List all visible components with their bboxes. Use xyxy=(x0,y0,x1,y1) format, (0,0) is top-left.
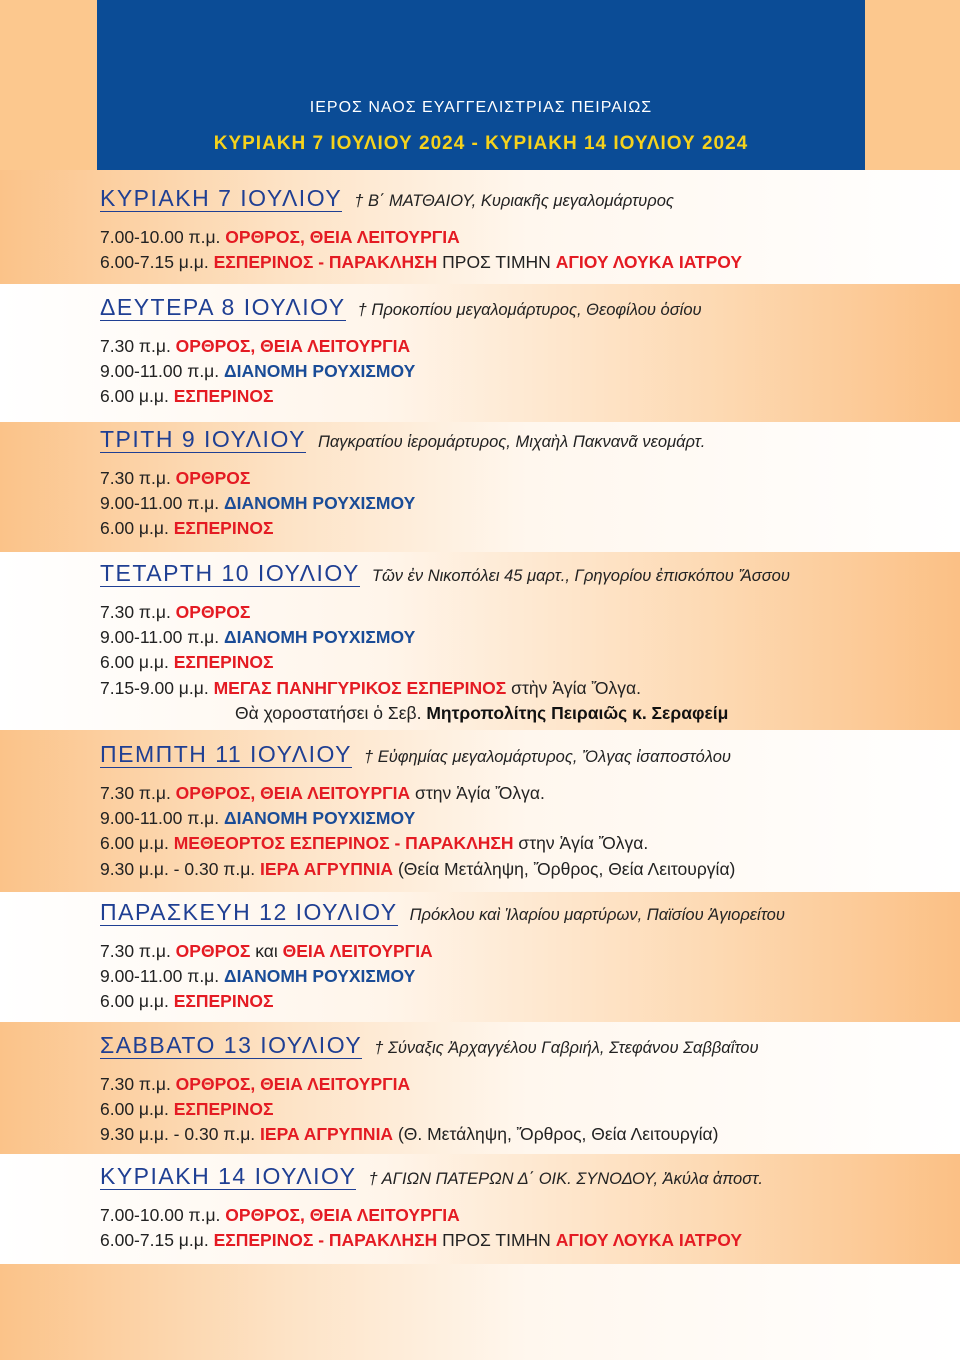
saint-of-day: Παγκρατίου ἱερομάρτυρος, Μιχαὴλ Πακνανᾶ νεομάρτ. xyxy=(317,433,706,451)
service-name: ΕΣΠΕΡΙΝΟΣ xyxy=(173,991,274,1012)
service-line xyxy=(100,334,702,359)
service-name: ΟΡΘΡΟΣ xyxy=(175,941,251,961)
service-name: ΟΡΘΡΟΣ, ΘΕΙΑ ΛΕΙΤΟΥΡΓΙΑ xyxy=(175,1074,411,1094)
service-name: ΕΣΠΕΡΙΝΟΣ xyxy=(173,1099,274,1120)
service-line xyxy=(100,939,785,964)
service-event: ΔΙΑΝΟΜΗ ΡΟΥΧΙΣΜΟΥ xyxy=(224,493,416,514)
service-line xyxy=(100,831,735,856)
service-text: 7.00-10.00 π.μ. xyxy=(100,1205,226,1225)
service-text: 7.30 π.μ. xyxy=(100,468,176,488)
service-line xyxy=(100,625,790,650)
service-text: 9.00-11.00 π.μ. xyxy=(100,966,224,987)
service-name: ΕΣΠΕΡΙΝΟΣ xyxy=(173,518,274,539)
service-text: 6.00 μ.μ. xyxy=(100,1099,174,1120)
day-header xyxy=(100,741,735,773)
service-list xyxy=(100,781,735,882)
saint-of-day: † Β΄ ΜΑΤΘΑΙΟΥ, Κυριακῆς μεγαλομάρτυρος xyxy=(354,192,674,210)
day-header xyxy=(100,899,785,931)
day-section xyxy=(100,741,735,882)
service-name: ΟΡΘΡΟΣ, ΘΕΙΑ ΛΕΙΤΟΥΡΓΙΑ xyxy=(225,227,460,247)
service-text: 6.00 μ.μ. xyxy=(100,833,174,854)
service-text: Θὰ χοροστατήσει ὁ Σεβ. xyxy=(235,702,427,723)
service-line xyxy=(100,701,790,726)
service-line xyxy=(100,1203,763,1228)
day-title: ΤΡΙΤΗ 9 ΙΟΥΛΙΟΥ xyxy=(100,426,306,452)
service-text: 7.30 π.μ. xyxy=(100,336,176,356)
service-list xyxy=(100,1203,763,1253)
service-line xyxy=(100,359,702,384)
service-name: ΕΣΠΕΡΙΝΟΣ - ΠΑΡΑΚΛΗΣΗ xyxy=(213,252,438,273)
service-name: ΑΓΙΟΥ ΛΟΥΚΑ ΙΑΤΡΟΥ xyxy=(555,252,743,273)
service-list xyxy=(100,600,790,726)
service-text: 9.00-11.00 π.μ. xyxy=(100,808,224,829)
day-header xyxy=(100,185,742,217)
saint-of-day: Πρόκλου καὶ Ἱλαρίου μαρτύρων, Παϊσίου Ἁγιορείτου xyxy=(409,906,785,924)
day-section xyxy=(100,294,702,410)
day-section xyxy=(100,185,742,275)
service-line xyxy=(100,806,735,831)
service-text: 7.15-9.00 μ.μ. xyxy=(100,677,214,698)
church-name: ΙΕΡΟΣ ΝΑΟΣ ΕΥΑΓΓΕΛΙΣΤΡΙΑΣ ΠΕΙΡΑΙΩΣ xyxy=(309,99,653,116)
day-header xyxy=(100,294,702,326)
service-line xyxy=(100,1228,763,1253)
day-title: ΤΕΤΑΡΤΗ 10 ΙΟΥΛΙΟΥ xyxy=(100,560,360,586)
service-name: ΟΡΘΡΟΣ, ΘΕΙΑ ΛΕΙΤΟΥΡΓΙΑ xyxy=(225,1205,460,1225)
saint-of-day: † ΑΓΙΩΝ ΠΑΤΕΡΩΝ Δ΄ ΟΙΚ. ΣΥΝΟΔΟΥ, Ἀκύλα ἀποστ. xyxy=(368,1170,763,1188)
day-title: ΚΥΡΙΑΚΗ 14 ΙΟΥΛΙΟΥ xyxy=(100,1163,357,1189)
service-line xyxy=(100,1097,759,1122)
service-text: 6.00 μ.μ. xyxy=(100,991,174,1012)
day-section xyxy=(100,899,785,1015)
service-line xyxy=(100,225,742,250)
service-event: ΔΙΑΝΟΜΗ ΡΟΥΧΙΣΜΟΥ xyxy=(224,627,416,648)
service-line xyxy=(100,650,790,675)
header-banner xyxy=(97,0,865,170)
service-text: 6.00-7.15 μ.μ. xyxy=(100,252,214,273)
service-text: και xyxy=(250,941,283,961)
service-event: ΔΙΑΝΟΜΗ ΡΟΥΧΙΣΜΟΥ xyxy=(224,361,416,382)
service-text: 7.30 π.μ. xyxy=(100,941,176,961)
service-text: 9.00-11.00 π.μ. xyxy=(100,493,224,514)
service-text: 9.30 μ.μ. - 0.30 π.μ. xyxy=(100,1124,261,1145)
service-text: 6.00 μ.μ. xyxy=(100,518,174,539)
day-header xyxy=(100,426,705,458)
service-text: 7.30 π.μ. xyxy=(100,1074,176,1094)
day-section xyxy=(100,1163,763,1253)
service-name: ΘΕΙΑ ΛΕΙΤΟΥΡΓΙΑ xyxy=(282,941,433,961)
day-header xyxy=(100,1032,759,1064)
service-line xyxy=(100,857,735,882)
day-section xyxy=(100,560,790,726)
service-name: ΟΡΘΡΟΣ, ΘΕΙΑ ΛΕΙΤΟΥΡΓΙΑ xyxy=(175,336,411,356)
service-line xyxy=(100,1072,759,1097)
day-title: ΠΕΜΠΤΗ 11 ΙΟΥΛΙΟΥ xyxy=(100,741,352,767)
service-line xyxy=(100,1122,759,1147)
service-list xyxy=(100,466,705,542)
service-text: (Θ. Μετάληψη, Ὄρθρος, Θεία Λειτουργία) xyxy=(393,1124,719,1145)
officiant-name: Μητροπολίτης Πειραιῶς κ. Σεραφείμ xyxy=(426,702,729,723)
service-line xyxy=(100,964,785,989)
service-text: στην Ἁγία Ὄλγα. xyxy=(513,833,649,854)
day-section xyxy=(100,1032,759,1148)
service-name: ΕΣΠΕΡΙΝΟΣ xyxy=(173,386,274,407)
service-line xyxy=(100,250,742,275)
service-text: 9.30 μ.μ. - 0.30 π.μ. xyxy=(100,858,261,879)
service-text: ΠΡΟΣ ΤΙΜΗΝ xyxy=(437,1230,556,1251)
date-range: ΚΥΡΙΑΚΗ 7 ΙΟΥΛΙΟΥ 2024 - ΚΥΡΙΑΚΗ 14 ΙΟΥΛΙΟΥ 2024 xyxy=(213,133,749,154)
saint-of-day: † Σύναξις Ἀρχαγγέλου Γαβριήλ, Στεφάνου Σαββαΐτου xyxy=(374,1039,759,1057)
service-text: 7.00-10.00 π.μ. xyxy=(100,227,226,247)
service-name: ΜΕΘΕΟΡΤΟΣ ΕΣΠΕΡΙΝΟΣ - ΠΑΡΑΚΛΗΣΗ xyxy=(173,833,514,854)
service-name: ΙΕΡΑ ΑΓΡΥΠΝΙΑ xyxy=(260,858,394,879)
day-title: ΚΥΡΙΑΚΗ 7 ΙΟΥΛΙΟΥ xyxy=(100,185,343,211)
service-text: στὴν Ἁγία Ὄλγα. xyxy=(506,677,642,698)
day-header xyxy=(100,1163,763,1195)
service-text: στην Ἁγία Ὄλγα. xyxy=(410,783,545,803)
saint-of-day: † Προκοπίου μεγαλομάρτυρος, Θεοφίλου ὁσίου xyxy=(357,301,702,319)
day-title: ΣΑΒΒΑΤΟ 13 ΙΟΥΛΙΟΥ xyxy=(100,1032,363,1058)
service-name: ΟΡΘΡΟΣ xyxy=(175,468,251,488)
service-line xyxy=(100,491,705,516)
service-text: 6.00 μ.μ. xyxy=(100,652,174,673)
service-line xyxy=(100,466,705,491)
service-list xyxy=(100,939,785,1015)
service-text: 9.00-11.00 π.μ. xyxy=(100,627,224,648)
service-list xyxy=(100,1072,759,1148)
service-name: ΕΣΠΕΡΙΝΟΣ xyxy=(173,652,274,673)
service-event: ΔΙΑΝΟΜΗ ΡΟΥΧΙΣΜΟΥ xyxy=(224,966,416,987)
day-title: ΠΑΡΑΣΚΕΥΗ 12 ΙΟΥΛΙΟΥ xyxy=(100,899,398,925)
band-9 xyxy=(0,1264,960,1360)
service-line xyxy=(100,600,790,625)
service-text: 7.30 π.μ. xyxy=(100,602,176,622)
saint-of-day: † Εὐφημίας μεγαλομάρτυρος, Ὄλγας ἰσαποστόλου xyxy=(363,748,731,766)
service-text: 7.30 π.μ. xyxy=(100,783,176,803)
service-name: ΟΡΘΡΟΣ xyxy=(175,602,251,622)
service-line xyxy=(100,781,735,806)
service-name: ΑΓΙΟΥ ΛΟΥΚΑ ΙΑΤΡΟΥ xyxy=(555,1230,743,1251)
service-text: 6.00-7.15 μ.μ. xyxy=(100,1230,214,1251)
service-event: ΔΙΑΝΟΜΗ ΡΟΥΧΙΣΜΟΥ xyxy=(224,808,416,829)
service-text: ΠΡΟΣ ΤΙΜΗΝ xyxy=(437,252,556,273)
service-text: (Θεία Μετάληψη, Ὄρθρος, Θεία Λειτουργία) xyxy=(393,858,736,879)
service-line xyxy=(100,516,705,541)
service-line xyxy=(100,989,785,1014)
saint-of-day: Τῶν ἐν Νικοπόλει 45 μαρτ., Γρηγορίου ἐπισκόπου Ἄσσου xyxy=(371,567,790,585)
service-line xyxy=(100,384,702,409)
day-section xyxy=(100,426,705,542)
day-title: ΔΕΥΤΕΡΑ 8 ΙΟΥΛΙΟΥ xyxy=(100,294,346,320)
day-header xyxy=(100,560,790,592)
service-name: ΜΕΓΑΣ ΠΑΝΗΓΥΡΙΚΟΣ ΕΣΠΕΡΙΝΟΣ xyxy=(213,677,507,698)
service-name: ΕΣΠΕΡΙΝΟΣ - ΠΑΡΑΚΛΗΣΗ xyxy=(213,1230,438,1251)
service-text: 6.00 μ.μ. xyxy=(100,386,174,407)
service-name: ΟΡΘΡΟΣ, ΘΕΙΑ ΛΕΙΤΟΥΡΓΙΑ xyxy=(175,783,411,803)
service-name: ΙΕΡΑ ΑΓΡΥΠΝΙΑ xyxy=(260,1124,394,1145)
service-list xyxy=(100,334,702,410)
service-list xyxy=(100,225,742,275)
service-line xyxy=(100,676,790,701)
service-text: 9.00-11.00 π.μ. xyxy=(100,361,224,382)
